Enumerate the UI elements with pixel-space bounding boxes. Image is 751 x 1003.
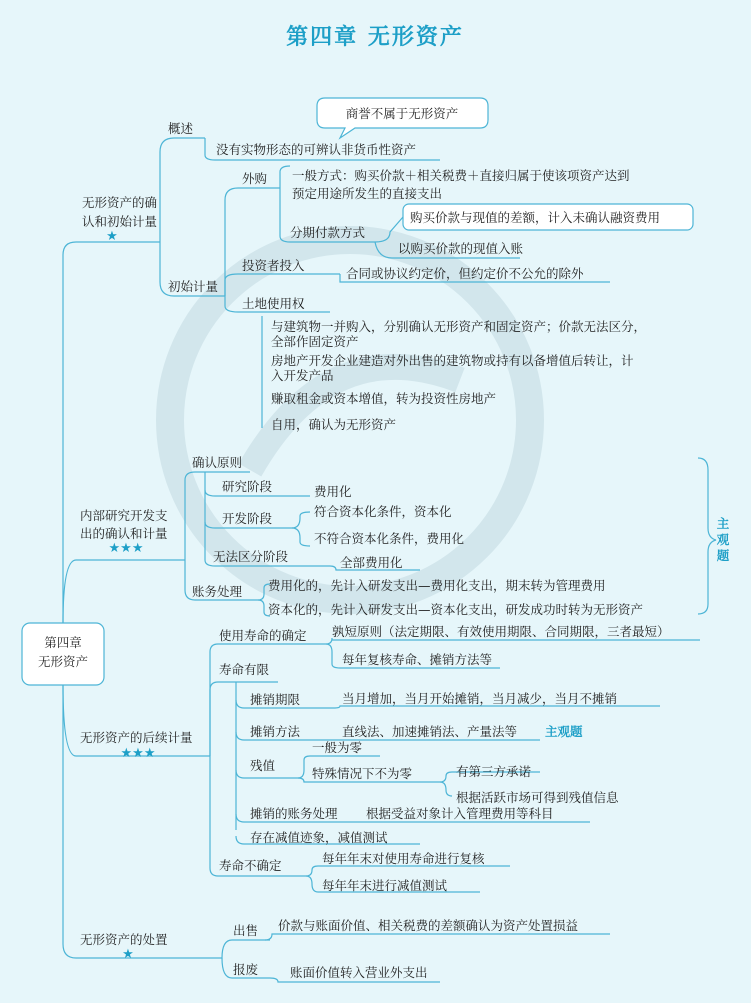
s2-principle: 确认原则 (192, 455, 243, 470)
s3-indef-test: 每年年末进行减值测试 (322, 878, 448, 893)
s1-installment-note: 购买价款与现值的差额，计入未确认融资费用 (410, 210, 661, 225)
root-line2: 无形资产 (37, 654, 89, 669)
s3-residual-zero: 一般为零 (312, 740, 363, 755)
s1-installment-pv: 以购买价款的现值入账 (398, 241, 524, 256)
s1-investor: 投资者投入 (242, 258, 305, 273)
s3-indef-review: 每年年末对使用寿命进行复核 (322, 851, 485, 866)
s1-initial: 初始计量 (168, 279, 219, 294)
s1-stars: ★ (106, 229, 118, 244)
s2-subjective-3: 题 (716, 548, 730, 563)
s2-develop-yes: 符合资本化条件，资本化 (314, 504, 452, 519)
s3-amort-period-detail: 当月增加，当月开始摊销，当月减少，当月不摊销 (342, 691, 618, 706)
s1-concept-note: 商誉不属于无形资产 (345, 106, 459, 121)
s1-land-item-1b: 全部作固定资产 (271, 334, 359, 349)
s4-scrap: 报废 (233, 962, 259, 977)
s1-investor-detail: 合同或协议约定价，但约定价不公允的除外 (346, 266, 584, 281)
s2-right-brace (698, 458, 716, 614)
s2-accounting: 账务处理 (192, 584, 243, 599)
s3-amort-method-detail: 直线法、加速摊销法、产量法等 (342, 724, 518, 739)
s2-develop-no-line (292, 528, 310, 546)
s1-land-item-2b: 入开发产品 (271, 368, 334, 383)
s2-acc-capital: 资本化的，先计入研发支出—资本化支出，研发成功时转为无形资产 (268, 602, 644, 617)
trunk-s1 (63, 242, 160, 623)
s3-amort-method: 摊销方法 (250, 724, 301, 739)
s3-amort-period-line (325, 706, 660, 708)
page-title: 第四章 无形资产 (286, 25, 464, 50)
s1-concept: 概述 (168, 121, 194, 136)
s3-residual-third: 有第三方承诺 (456, 764, 532, 779)
trunk-s4 (63, 685, 180, 958)
s2-research: 研究阶段 (222, 479, 273, 494)
s1-purchase-general-1: 一般方式：购买价款＋相关税费＋直接归属于使该项资产达到 (292, 168, 630, 183)
s1-land: 土地使用权 (242, 296, 305, 311)
s2-label-1: 内部研究开发支 (80, 508, 168, 523)
s2-research-result: 费用化 (314, 484, 352, 499)
s2-develop-yes-line (280, 512, 310, 528)
s4-to-sale (180, 940, 270, 958)
s2-unable: 无法区分阶段 (213, 549, 289, 564)
s3-amort-entry: 摊销的账务处理 (250, 806, 338, 821)
s4-sale-line (265, 934, 610, 940)
s1-land-item-2a: 房地产开发企业建造对外出售的建筑物或持有以备增值后转让，计 (271, 353, 634, 368)
s2-develop-no: 不符合资本化条件，费用化 (314, 531, 465, 546)
s3-label: 无形资产的后续计量 (80, 730, 193, 745)
s4-label: 无形资产的处置 (80, 932, 168, 947)
s2-subjective-1: 主 (716, 516, 730, 531)
s3-finite: 寿命有限 (219, 662, 270, 677)
s1-purchase-general-2: 预定用途所发生的直接支出 (292, 186, 443, 201)
s1-label-1: 无形资产的确 (82, 195, 158, 210)
s3-life-confirm: 使用寿命的确定 (219, 628, 307, 643)
s3-indefinite: 寿命不确定 (219, 858, 282, 873)
s3-residual-special: 特殊情况下不为零 (312, 766, 413, 781)
s4-sale: 出售 (233, 923, 259, 938)
s1-land-item-1a: 与建筑物一并购入，分别确认无形资产和固定资产；价款无法区分， (271, 319, 647, 334)
s1-purchase-gen-line (280, 166, 290, 188)
s3-life-rule: 孰短原则（法定期限、有效使用期限、合同期限，三者最短） (332, 624, 670, 639)
s3-residual-market: 根据活跃市场可得到残值信息 (456, 790, 619, 805)
s4-sale-detail: 价款与账面价值、相关税费的差额确认为资产处置损益 (278, 918, 579, 933)
s3-stars: ★★★ (120, 746, 156, 761)
root-line1: 第四章 (44, 635, 82, 650)
s3-amort-method-tag: 主观题 (545, 724, 583, 739)
s4-stars: ★ (122, 947, 134, 962)
s2-subjective-2: 观 (716, 532, 730, 547)
s4-scrap-detail: 账面价值转入营业外支出 (290, 965, 428, 980)
s3-amort-period: 摊销期限 (250, 692, 301, 707)
s1-branch-concept (160, 138, 205, 242)
s1-land-item-4: 自用，确认为无形资产 (271, 417, 397, 432)
s3-life-review: 每年复核寿命、摊销方法等 (342, 652, 493, 667)
s1-purchase: 外购 (242, 171, 268, 186)
s3-residual: 残值 (250, 758, 276, 773)
s3-indef-review-line (298, 866, 510, 876)
s3-amort-entry-detail: 根据受益对象计入管理费用等科目 (366, 806, 554, 821)
s2-stars: ★★★ (108, 541, 144, 556)
s2-acc-expense: 费用化的，先计入研发支出—费用化支出，期末转为管理费用 (268, 578, 606, 593)
s2-label-2: 出的确认和计量 (80, 526, 168, 541)
trunk-s2 (63, 560, 185, 623)
s3-residual-market-line (440, 782, 452, 796)
s3-impairment: 存在减值迹象，减值测试 (250, 830, 388, 845)
s1-installment: 分期付款方式 (290, 225, 366, 240)
s1-label-2: 认和初始计量 (82, 214, 158, 229)
s2-unable-result: 全部费用化 (340, 555, 403, 570)
s2-develop: 开发阶段 (222, 511, 273, 526)
s1-concept-def: 没有实物形态的可辨认非货币性资产 (216, 142, 417, 157)
s1-land-item-3: 赚取租金或资本增值，转为投资性房地产 (271, 391, 497, 406)
